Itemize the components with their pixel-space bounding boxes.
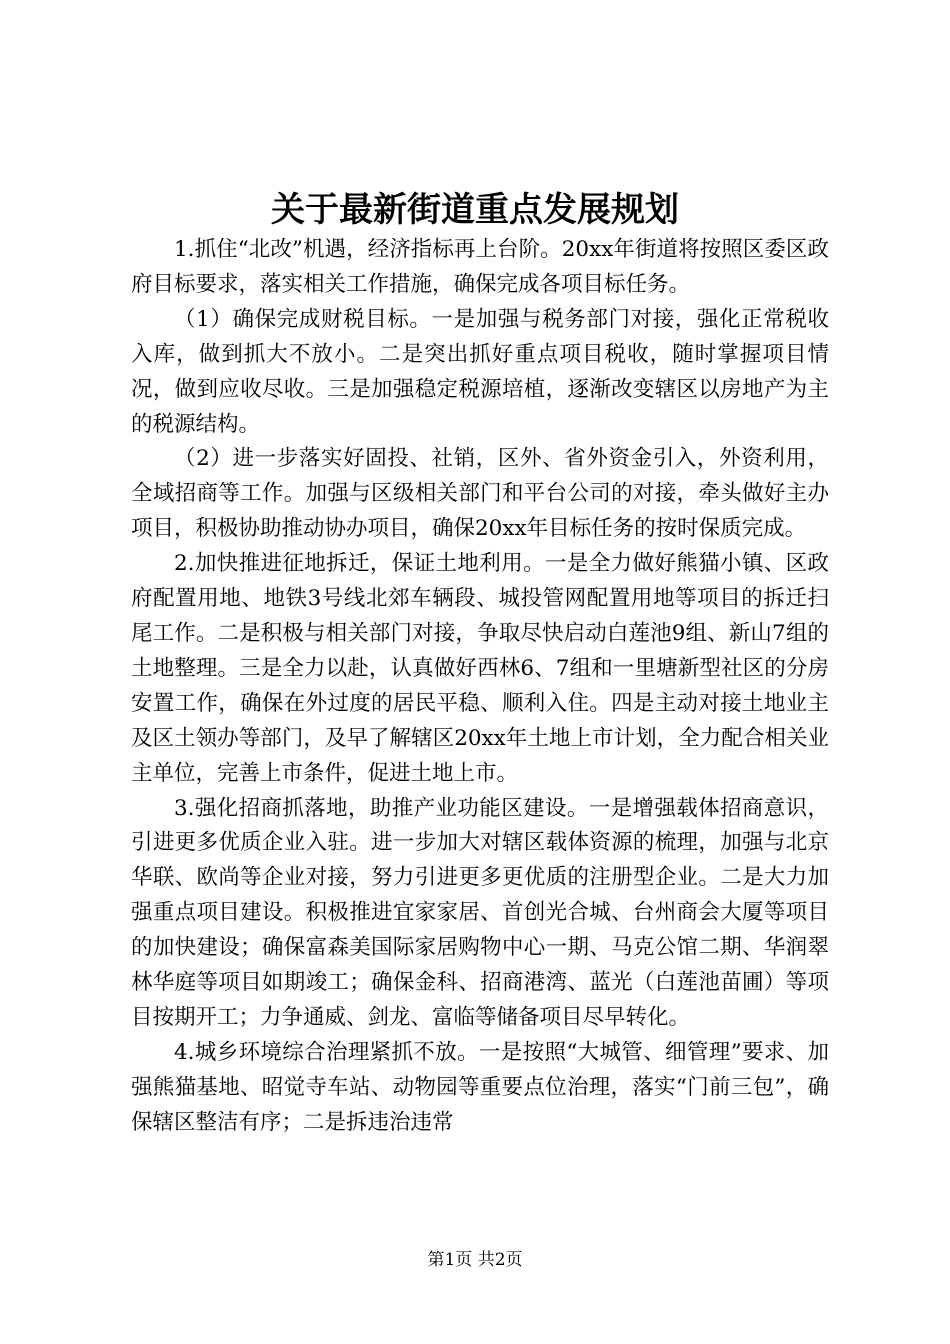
paragraph-1: 1.抓住“北改”机遇，经济指标再上台阶。20xx年街道将按照区委区政府目标要求，落实相关工作措施，确保完成各项目标任务。: [131, 237, 829, 297]
document-title: 关于最新街道重点发展规划: [271, 190, 679, 230]
document-body: [131, 233, 829, 1141]
paragraph-5: 3.强化招商抓落地，助推产业功能区建设。一是增强载体招商意识，引进更多优质企业入驻。进一步加大对辖区载体资源的梳理，加强与北京华联、欧尚等企业对接，努力引进更多更优质的注册型企业。二是大力加强重点项目建设。积极推进宜家家居、首创光合城、台州商会大厦等项目的加快建设；确保富森美国际家居购物中心一期、马克公馆二期、华润翠林华庭等项目如期竣工；确保金科、招商港湾、蓝光（白莲池苗圃）等项目按期开工；力争通威、剑龙、富临等储备项目尽早转化。: [131, 795, 829, 1030]
paragraph-4: 2.加快推进征地拆迁，保证土地利用。一是全力做好熊猫小镇、区政府配置用地、地铁3号线北郊车辆段、城投管网配置用地等项目的拆迁扫尾工作。二是积极与相关部门对接，争取尽快启动白莲池9组、新山7组的土地整理。三是全力以赴，认真做好西林6、7组和一里塘新型社区的分房安置工作，确保在外过度的居民平稳、顺利入住。四是主动对接土地业主及区土领办等部门，及早了解辖区20xx年土地上市计划，全力配合相关业主单位，完善上市条件，促进土地上市。: [131, 551, 829, 786]
paragraph-3: （2）进一步落实好固投、社销，区外、省外资金引入，外资利用，全域招商等工作。加强与区级相关部门和平台公司的对接，牵头做好主办项目，积极协助推动协办项目，确保20xx年目标任务的按时保质完成。: [131, 446, 829, 542]
paragraph-2: （1）确保完成财税目标。一是加强与税务部门对接，强化正常税收入库，做到抓大不放小。二是突出抓好重点项目税收，随时掌握项目情况，做到应收尽收。三是加强稳定税源培植，逐渐改变辖区以房地产为主的税源结构。: [131, 306, 829, 437]
paragraph-6: 4.城乡环境综合治理紧抓不放。一是按照“大城管、细管理”要求、加强熊猫基地、昭觉寺车站、动物园等重要点位治理，落实“门前三包”，确保辖区整洁有序；二是拆违治违常: [131, 1039, 829, 1135]
page-footer: 第1页 共2页: [427, 1250, 523, 1270]
